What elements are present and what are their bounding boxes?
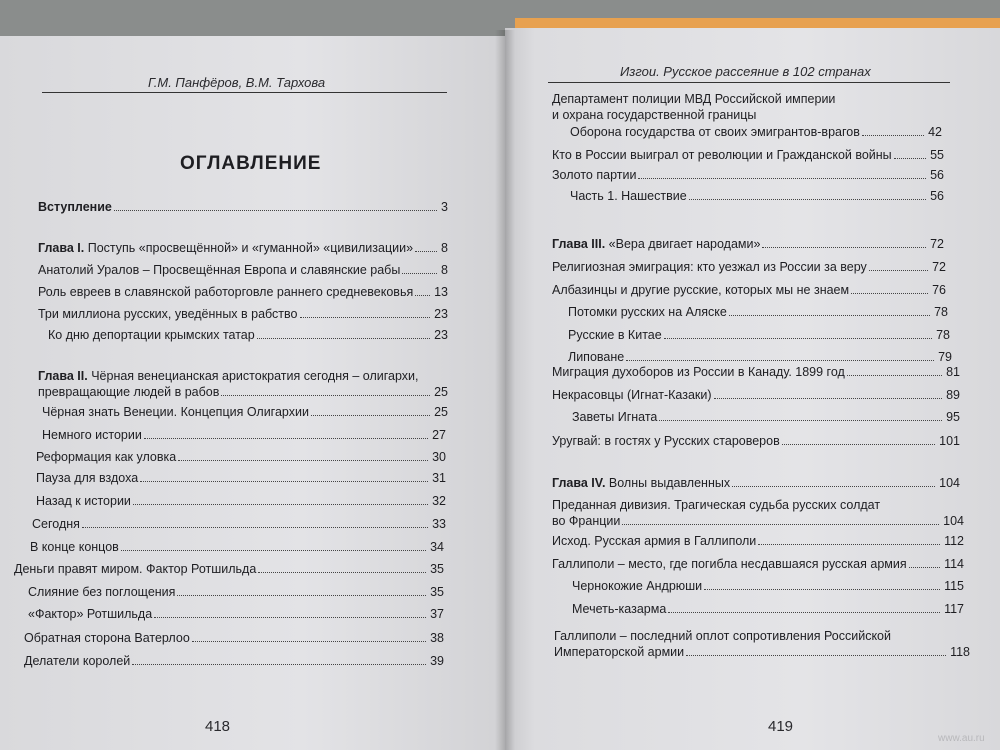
dot-leader: [762, 247, 926, 248]
page-ref: 42: [928, 125, 942, 139]
toc-entry: [552, 497, 964, 529]
toc-entry: [24, 630, 444, 646]
toc-entry: [552, 147, 944, 163]
page-ref: 32: [432, 494, 446, 508]
page-ref: 104: [939, 476, 960, 490]
toc-entry: [36, 449, 446, 465]
dot-leader: [311, 415, 430, 416]
dot-leader: [121, 550, 426, 551]
page-ref: 72: [932, 260, 946, 274]
dot-leader: [732, 486, 935, 487]
toc-title: ОГЛАВЛЕНИЕ: [180, 153, 322, 174]
left-page-number: 418: [205, 718, 231, 735]
dot-leader: [82, 527, 428, 528]
entry-title: «Вера двигает народами»: [605, 237, 761, 251]
entry-title: Русские в Китае: [568, 328, 662, 342]
chapter-label: Глава IV.: [552, 476, 606, 490]
entry-title: Обратная сторона Ватерлоо: [24, 631, 190, 645]
dot-leader: [140, 481, 428, 482]
toc-entry: [28, 584, 444, 600]
page-ref: 37: [430, 607, 444, 621]
dot-leader: [192, 641, 426, 642]
toc-entry: [572, 578, 964, 594]
toc-entry: [38, 368, 448, 400]
toc-entry: [42, 404, 448, 420]
entry-title: Пауза для вздоха: [36, 471, 139, 485]
entry-title: Назад к истории: [36, 494, 131, 508]
dot-leader: [668, 612, 940, 613]
book-gutter: [495, 30, 515, 750]
left-running-head: Г.М. Панфёров, В.М. Тархова: [148, 75, 326, 90]
dot-leader: [132, 664, 426, 665]
page-ref: 25: [434, 385, 448, 399]
page-ref: 3: [441, 200, 448, 214]
entry-title: Оборона государства от своих эмигрантов-врагов: [570, 125, 860, 139]
toc-entry: [570, 188, 944, 204]
toc-entry: [568, 327, 950, 343]
page-ref: 76: [932, 283, 946, 297]
right-header-rule: [548, 82, 950, 83]
page-ref: 13: [434, 285, 448, 299]
page-ref: 23: [434, 328, 448, 342]
page-ref: 35: [430, 585, 444, 599]
entry-title: Делатели королей: [24, 654, 131, 668]
entry-title: Кто в России выиграл от революции и Гражданской войны: [552, 148, 892, 162]
right-running-head: Изгои. Русское рассеяние в 102 странах: [620, 64, 871, 79]
dot-leader: [415, 295, 430, 296]
entry-title: Деньги правят миром. Фактор Ротшильда: [14, 562, 257, 576]
entry-title: Департамент полиции МВД Российской империи: [552, 92, 836, 106]
page-ref: 25: [434, 405, 448, 419]
toc-entry: [552, 282, 946, 298]
toc-entry: [48, 327, 448, 343]
dot-leader: [894, 158, 926, 159]
dot-leader: [178, 460, 428, 461]
dot-leader: [114, 210, 437, 211]
page-ref: 55: [930, 148, 944, 162]
toc-entry: [24, 653, 444, 669]
toc-entry: [572, 601, 964, 617]
toc-entry: [572, 409, 960, 425]
page-ref: 112: [944, 534, 964, 548]
page-ref: 118: [950, 645, 970, 659]
entry-title: В конце концов: [30, 540, 119, 554]
toc-entry: [552, 533, 964, 549]
toc-entry: [552, 475, 960, 491]
entry-title: Часть 1. Нашествие: [570, 189, 687, 203]
entry-title: Чёрная венецианская аристократия сегодня – олигархи,: [87, 369, 419, 383]
dot-leader: [909, 567, 940, 568]
dot-leader: [221, 395, 430, 396]
dot-leader: [782, 444, 935, 445]
entry-title: Галлиполи – последний оплот сопротивления Российской: [554, 629, 891, 643]
dot-leader: [622, 524, 939, 525]
page-ref: 56: [930, 189, 944, 203]
watermark: www.au.ru: [938, 733, 985, 744]
dot-leader: [704, 589, 940, 590]
entry-title: Исход. Русская армия в Галлиполи: [552, 534, 757, 548]
entry-title: Миграция духоборов из России в Канаду. 1899 год: [552, 365, 845, 379]
dot-leader: [177, 595, 426, 596]
page-ref: 114: [944, 557, 964, 571]
page-ref: 27: [432, 428, 446, 442]
toc-entry: [568, 304, 948, 320]
toc-entry: [552, 433, 960, 449]
dot-leader: [729, 315, 930, 316]
entry-title: Сегодня: [32, 517, 80, 531]
dot-leader: [415, 251, 437, 252]
dot-leader: [144, 438, 428, 439]
toc-entry: [552, 556, 964, 572]
toc-entry: [32, 516, 446, 532]
page-ref: 39: [430, 654, 444, 668]
toc-entry: [38, 199, 448, 215]
page-ref: 79: [938, 350, 952, 364]
dot-leader: [714, 398, 942, 399]
page-ref: 30: [432, 450, 446, 464]
page-ref: 104: [943, 514, 964, 528]
dot-leader: [154, 617, 426, 618]
toc-entry: [42, 427, 446, 443]
toc-entry: [38, 284, 448, 300]
page-ref: 23: [434, 307, 448, 321]
page-ref: 33: [432, 517, 446, 531]
entry-title: Роль евреев в славянской работорговле раннего средневековья: [38, 285, 414, 299]
page-ref: 89: [946, 388, 960, 402]
toc-entry: [552, 387, 960, 403]
dot-leader: [847, 375, 942, 376]
page-ref: 81: [946, 365, 960, 379]
toc-entry: [38, 306, 448, 322]
toc-entry: [552, 364, 960, 380]
entry-title: Некрасовцы (Игнат-Казаки): [552, 388, 712, 402]
toc-entry: [554, 628, 970, 660]
toc-entry: [36, 493, 446, 509]
entry-title: Слияние без поглощения: [28, 585, 176, 599]
entry-title: «Фактор» Ротшильда: [28, 607, 153, 621]
entry-title-continued: во Франции: [552, 514, 621, 528]
page-ref: 101: [939, 434, 960, 448]
entry-title: Реформация как уловка: [36, 450, 177, 464]
entry-title: Липоване: [568, 350, 625, 364]
dot-leader: [659, 420, 942, 421]
entry-title-continued: и охрана государственной границы: [552, 108, 757, 122]
page-ref: 8: [441, 263, 448, 277]
chapter-label: Глава I.: [38, 241, 85, 255]
page-ref: 8: [441, 241, 448, 255]
dot-leader: [133, 504, 428, 505]
toc-entry: [552, 236, 944, 252]
entry-title: Потомки русских на Аляске: [568, 305, 727, 319]
dot-leader: [851, 293, 928, 294]
dot-leader: [869, 270, 928, 271]
toc-entry: [552, 167, 944, 183]
dot-leader: [689, 199, 926, 200]
dot-leader: [626, 360, 934, 361]
entry-title: Три миллиона русских, уведённых в рабство: [38, 307, 298, 321]
entry-title: Религиозная эмиграция: кто уезжал из России за веру: [552, 260, 867, 274]
page-ref: 95: [946, 410, 960, 424]
toc-entry: [568, 349, 952, 365]
toc-entry: [30, 539, 444, 555]
entry-title: Албазинцы и другие русские, которых мы не знаем: [552, 283, 850, 297]
entry-title: Чёрная знать Венеции. Концепция Олигархии: [42, 405, 309, 419]
right-page-number: 419: [768, 718, 794, 735]
entry-title: Поступь «просвещённой» и «гуманной» «цивилизации»: [84, 241, 414, 255]
dot-leader: [664, 338, 932, 339]
left-header-rule: [42, 92, 447, 93]
toc-entry: [552, 259, 946, 275]
toc-entry: [38, 240, 448, 256]
entry-title: Уругвай: в гостях у Русских староверов: [552, 434, 780, 448]
entry-title: Ко дню депортации крымских татар: [48, 328, 255, 342]
entry-title-continued: Императорской армии: [554, 645, 685, 659]
entry-title: Анатолий Уралов – Просвещённая Европа и славянские рабы: [38, 263, 401, 277]
dot-leader: [402, 273, 437, 274]
page-ref: 115: [944, 579, 964, 593]
chapter-label: Вступление: [38, 200, 112, 214]
toc-entry: [36, 470, 446, 486]
dot-leader: [258, 572, 426, 573]
entry-title: Золото партии: [552, 168, 637, 182]
entry-title: Чернокожие Андрюши: [572, 579, 703, 593]
page-ref: 34: [430, 540, 444, 554]
page-ref: 38: [430, 631, 444, 645]
dot-leader: [638, 178, 926, 179]
entry-title: Заветы Игната: [572, 410, 658, 424]
page-ref: 78: [936, 328, 950, 342]
page-ref: 56: [930, 168, 944, 182]
dot-leader: [686, 655, 946, 656]
dot-leader: [300, 317, 430, 318]
entry-title: Немного истории: [42, 428, 142, 442]
entry-title: Мечеть-казарма: [572, 602, 667, 616]
page-ref: 117: [944, 602, 964, 616]
entry-title: Галлиполи – место, где погибла несдавшаяся русская армия: [552, 557, 907, 571]
entry-title: Преданная дивизия. Трагическая судьба русских солдат: [552, 498, 881, 512]
dot-leader: [862, 135, 924, 136]
page-ref: 31: [432, 471, 446, 485]
toc-entry: [28, 606, 444, 622]
toc-entry: [570, 124, 942, 140]
entry-title-continued: превращающие людей в рабов: [38, 385, 220, 399]
page-ref: 35: [430, 562, 444, 576]
dot-leader: [758, 544, 940, 545]
entry-title: Волны выдавленных: [605, 476, 731, 490]
page-ref: 72: [930, 237, 944, 251]
chapter-label: Глава II.: [38, 369, 88, 383]
dot-leader: [257, 338, 430, 339]
toc-entry: [14, 561, 444, 577]
page-ref: 78: [934, 305, 948, 319]
chapter-label: Глава III.: [552, 237, 606, 251]
toc-entry: [38, 262, 448, 278]
toc-entry: [552, 91, 942, 123]
